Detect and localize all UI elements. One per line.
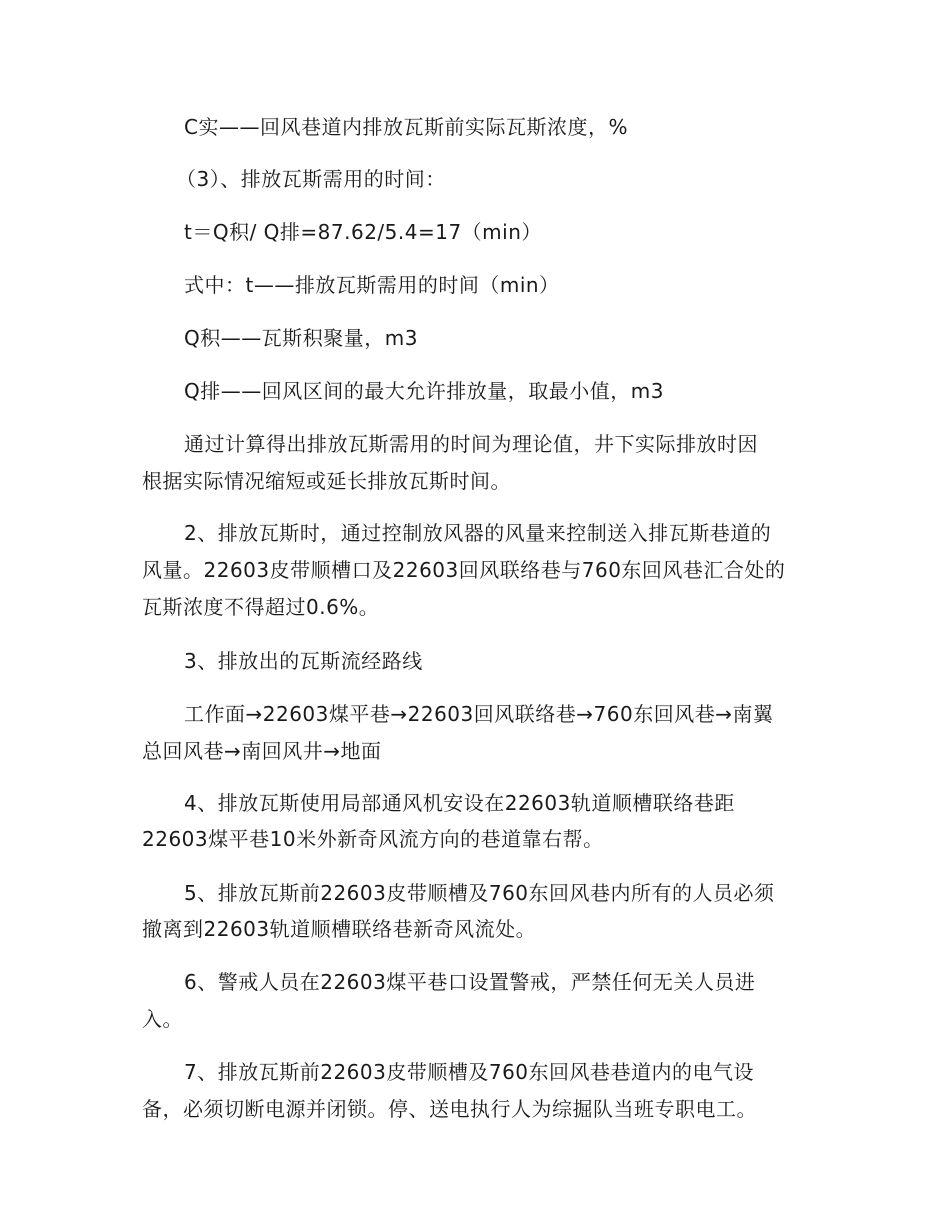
paragraph-6-line-1: 6、警戒人员在22603煤平巷口设置警戒，严禁任何无关人员进 [184, 970, 756, 994]
paragraph-3-heading: 3、排放出的瓦斯流经路线 [184, 649, 423, 673]
paragraph-5-line-1: 5、排放瓦斯前22603皮带顺槽及760东回风巷内所有的人员必须 [184, 881, 775, 905]
paragraph-2-line-1: 2、排放瓦斯时，通过控制放风器的风量来控制送入排瓦斯巷道的 [184, 521, 772, 545]
text-line-section-3-heading: （3）、排放瓦斯需用的时间： [176, 167, 446, 191]
route-line-2: 总回风巷→南回风井→地面 [142, 739, 382, 763]
paragraph-4-line-2: 22603煤平巷10米外新奇风流方向的巷道靠右帮。 [142, 827, 604, 851]
paragraph-5-line-2: 撤离到22603轨道顺槽联络巷新奇风流处。 [142, 917, 537, 941]
paragraph-2-line-2: 风量。22603皮带顺槽口及22603回风联络巷与760东回风巷汇合处的 [142, 558, 786, 582]
paragraph-calc-line-2: 根据实际情况缩短或延长排放瓦斯时间。 [142, 469, 511, 493]
text-line-q-accum: Q积——瓦斯积聚量，m3 [184, 326, 418, 350]
text-line-where-t: 式中：t——排放瓦斯需用的时间（min） [184, 273, 560, 297]
paragraph-7-line-2: 备，必须切断电源并闭锁。停、送电执行人为综掘队当班专职电工。 [142, 1097, 757, 1121]
paragraph-6-line-2: 入。 [142, 1007, 183, 1031]
paragraph-calc-line-1: 通过计算得出排放瓦斯需用的时间为理论值，井下实际排放时因 [184, 432, 758, 456]
text-line-c-actual: C实——回风巷道内排放瓦斯前实际瓦斯浓度，% [184, 115, 628, 139]
paragraph-2-line-3: 瓦斯浓度不得超过0.6%。 [142, 595, 380, 619]
route-line-1: 工作面→22603煤平巷→22603回风联络巷→760东回风巷→南翼 [184, 702, 774, 726]
paragraph-4-line-1: 4、排放瓦斯使用局部通风机安设在22603轨道顺槽联络巷距 [184, 791, 735, 815]
paragraph-7-line-1: 7、排放瓦斯前22603皮带顺槽及760东回风巷巷道内的电气设 [184, 1060, 755, 1084]
text-line-formula: t＝Q积/ Q排=87.62/5.4=17（min） [184, 220, 542, 244]
text-line-q-discharge: Q排——回风区间的最大允许排放量，取最小值，m3 [184, 379, 664, 403]
